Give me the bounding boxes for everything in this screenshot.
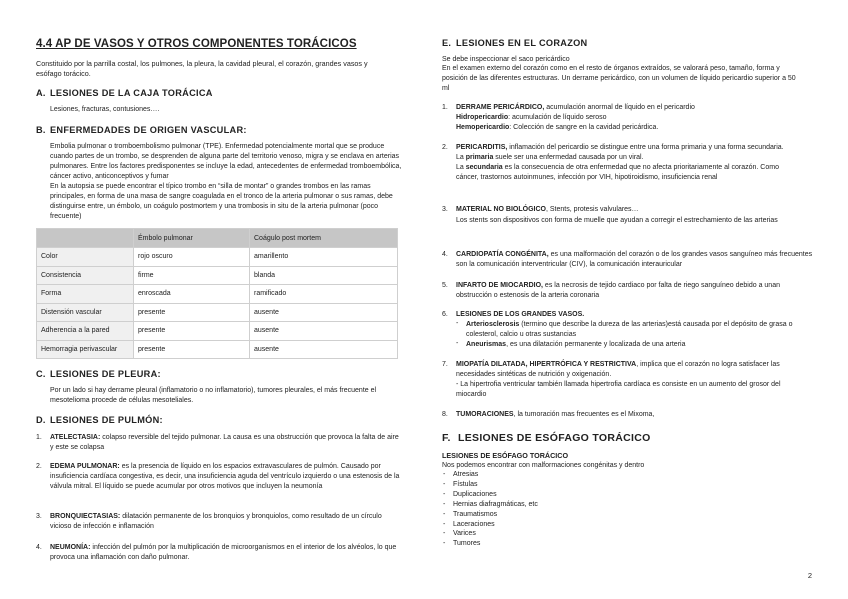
list-text: es una malformación del corazón o de los grandes vasos sanguíneo más frecuentes son la comunicación interventricular (CIV), la comunicación interauricular bbox=[456, 251, 813, 268]
list-subitem bbox=[466, 340, 806, 350]
table-cell: amarillento bbox=[250, 248, 398, 267]
list-text: Atresias bbox=[453, 471, 479, 478]
list-item: - Hernias diafragmáticas, etc bbox=[443, 500, 538, 508]
table-cell: Color bbox=[37, 248, 134, 267]
table-cell: blanda bbox=[250, 266, 398, 285]
list-term: MIOPATÍA DILATADA, HIPERTRÓFICA Y RESTRICTIVA bbox=[456, 361, 637, 368]
list-text: inflamación del pericardio se distingue entre una forma primaria y una forma secundaria. bbox=[507, 144, 784, 151]
section-e-heading bbox=[442, 38, 588, 48]
section-b-text: Embolia pulmonar o tromboembolismo pulmonar (TPE). Enfermedad potencialmente mortal que se produce cuando partes de un trombo, se desprenden de alguna parte del territorio venoso, migra y se enclava en arterias pulmonares. Entre los factores predisponentes se incluye la edad, antecedentes de enfermedad tromboembólica, cáncer activo, anticonceptivos y fumar bbox=[50, 143, 402, 180]
table-cell: ausente bbox=[250, 303, 398, 322]
section-b-text2: En la autopsia se puede encontrar el típico trombo en “silla de montar” o grandes trombos en las ramas principales, en forma de una masa de sangre coagulada en el tronco de la arteria pulmonar o sus ramas, debe distinguirse entre, un émbolo, un coágulo postmortem y una trombosis in situ de la arteria pulmonar (poco frecuente) bbox=[50, 183, 393, 220]
table-cell: Adherencia a la pared bbox=[37, 322, 134, 341]
list-term: TUMORACIONES bbox=[456, 411, 514, 418]
section-e-intro1: Se debe inspeccionar el saco pericárdico bbox=[442, 56, 570, 63]
section-d-heading bbox=[36, 415, 163, 425]
list-text: Fístulas bbox=[453, 480, 478, 488]
list-text: , Stents, protesis valvulares… bbox=[545, 206, 639, 213]
section-e-intro2: En el examen externo del corazón como en el resto de órganos extraídos, se valorará peso, tamaño, forma y posición de las diferentes estructuras. Un derrame pericárdico, con un volumen de líquido pericardio superior a 50 ml bbox=[442, 65, 796, 92]
table-header-cell bbox=[37, 229, 134, 248]
list-number: 1. bbox=[442, 104, 448, 111]
list-text: , implica que el corazón no logra satisfacer las necesidades sintéticas de nutrición y oxigenación. bbox=[456, 361, 780, 378]
list-number: 3. bbox=[442, 206, 448, 213]
list-subitem bbox=[466, 320, 806, 340]
list-subtext: - La hipertrofia ventricular también llamada hipertrofia cardíaca es consiste en un aumento del grosor del miocardio bbox=[456, 380, 781, 398]
list-number: 4. bbox=[36, 544, 42, 551]
section-letter: F. bbox=[442, 432, 451, 444]
page-title: 4.4 AP DE VASOS Y OTROS COMPONENTES TORÁCICOS bbox=[36, 38, 357, 50]
list-item: - Varices bbox=[443, 530, 476, 538]
list-item bbox=[442, 310, 811, 320]
list-term: LESIONES DE LOS GRANDES VASOS. bbox=[456, 311, 585, 318]
table-cell: presente bbox=[134, 303, 250, 322]
section-a-heading bbox=[36, 88, 213, 98]
list-item: - Laceraciones bbox=[443, 520, 495, 528]
table-cell: ramificado bbox=[250, 285, 398, 304]
list-item: - Tumores bbox=[443, 540, 481, 548]
list-text: acumulación anormal de líquido en el pericardio bbox=[544, 104, 695, 111]
table-cell: presente bbox=[134, 340, 250, 359]
list-item: - Duplicaciones bbox=[443, 490, 497, 498]
list-item: - Fístulas bbox=[443, 480, 478, 488]
list-item bbox=[442, 143, 796, 183]
section-title: LESIONES EN EL CORAZON bbox=[456, 38, 588, 48]
list-subterm: Hidropericardio bbox=[456, 113, 509, 121]
list-text: infección del pulmón por la multiplicación de microorganismos en el interior de los alvéolos, lo que provoca una inflamación con daño pulmonar. bbox=[50, 544, 397, 561]
list-term: INFARTO DE MIOCARDIO, bbox=[456, 282, 543, 289]
section-b-heading bbox=[36, 125, 247, 135]
list-text: es la presencia de líquido en los espacios extravasculares de pulmón. Causado por insuficiencia cardíaca congestiva, es decir, una insuficiencia aguda del ventrículo izquierdo o una estenosis de la válvula mitral. El líquido se puede acumular por otros motivos que incluyen la neumonía bbox=[50, 463, 400, 490]
table-row bbox=[37, 266, 398, 285]
table-cell: Distensión vascular bbox=[37, 303, 134, 322]
list-item bbox=[442, 281, 811, 301]
page-number: 2 bbox=[807, 571, 812, 580]
list-text: dilatación permanente de los bronquios y bronquiolos, como resultado de un círculo vicioso de infección e inflamación bbox=[50, 513, 382, 530]
list-item bbox=[442, 250, 818, 270]
list-number: 4. bbox=[442, 251, 448, 258]
list-number: 1. bbox=[36, 434, 42, 441]
table-row bbox=[37, 322, 398, 341]
list-term: DERRAME PERICÁRDICO, bbox=[456, 104, 545, 111]
list-number: 3. bbox=[36, 513, 42, 520]
section-a-text: Lesiones, fracturas, contusiones…. bbox=[50, 106, 160, 113]
list-subtext: La bbox=[456, 153, 466, 161]
list-text: es la necrosis de tejido cardiaco por falta de riego sanguíneo debido a unan obstrucción o estenosis de la arteria coronaria bbox=[456, 282, 780, 299]
list-term: EDEMA PULMONAR: bbox=[50, 463, 120, 470]
esophagus-list bbox=[442, 470, 642, 549]
list-text: Duplicaciones bbox=[453, 490, 497, 498]
list-item: - Traumatismos bbox=[443, 510, 498, 518]
list-subtext: suele ser una enfermedad causada por un viral. bbox=[493, 153, 644, 161]
table-row bbox=[37, 303, 398, 322]
list-term: BRONQUIECTASIAS: bbox=[50, 513, 121, 520]
section-f-subtitle bbox=[442, 451, 568, 461]
list-text: Traumatismos bbox=[453, 510, 498, 518]
list-subterm: primaria bbox=[465, 153, 494, 161]
table-row bbox=[37, 285, 398, 304]
list-term: ATELECTASIA: bbox=[50, 434, 101, 441]
intro-text: Constituido por la parrilla costal, los pulmones, la pleura, la cavidad pleural, el corazón, grandes vasos y esófago torácico. bbox=[36, 59, 368, 78]
list-item bbox=[442, 360, 811, 400]
list-number: 2. bbox=[36, 463, 42, 470]
table-cell: enroscada bbox=[134, 285, 250, 304]
list-text: , la tumoración mas frecuentes es el Mixoma, bbox=[513, 411, 655, 418]
section-letter: A. bbox=[36, 88, 46, 98]
section-f-subtitle-text: LESIONES DE ESÓFAGO TORÁCICO bbox=[442, 451, 569, 460]
list-item bbox=[36, 462, 404, 492]
section-title: ENFERMEDADES DE ORIGEN VASCULAR: bbox=[50, 125, 247, 135]
list-item bbox=[36, 512, 404, 532]
list-subterm: Arteriosclerosis bbox=[466, 321, 520, 328]
list-subtext: : Colección de sangre en la cavidad pericárdica. bbox=[509, 123, 659, 131]
list-subtext: : acumulación de líquido seroso bbox=[508, 113, 607, 121]
dash-bullet: - bbox=[456, 340, 459, 347]
list-number: 7. bbox=[442, 361, 448, 368]
list-text: Hernias diafragmáticas, etc bbox=[453, 500, 538, 508]
table-cell: firme bbox=[134, 266, 250, 285]
section-title: LESIONES DE PLEURA: bbox=[50, 369, 161, 379]
section-letter: E. bbox=[442, 38, 452, 48]
list-text: Tumores bbox=[453, 540, 481, 548]
list-number: 8. bbox=[442, 411, 448, 418]
list-item: - Atresias bbox=[443, 471, 479, 478]
section-f-heading bbox=[442, 432, 651, 444]
table-row bbox=[37, 340, 398, 359]
section-c-heading bbox=[36, 369, 161, 379]
section-letter: C. bbox=[36, 369, 46, 379]
list-term: CARDIOPATÍA CONGÉNITA, bbox=[456, 251, 549, 258]
list-number: 6. bbox=[442, 311, 448, 318]
list-subterm: Hemopericardio bbox=[456, 123, 510, 131]
list-subtext: (termino que describe la dureza de las arterias)está causada por el depósito de grasa o colesterol, calcio u otras sustancias bbox=[466, 321, 793, 338]
section-f-intro: Nos podemos encontrar con malformaciones congénitas y dentro bbox=[442, 462, 645, 469]
list-text: Varices bbox=[453, 530, 476, 538]
section-letter: D. bbox=[36, 415, 46, 425]
table-header-row bbox=[37, 229, 398, 248]
section-title: LESIONES DE LA CAJA TORÁCICA bbox=[50, 88, 213, 98]
list-item bbox=[36, 543, 404, 563]
list-item bbox=[442, 204, 818, 226]
table-header-cell: Coágulo post mortem bbox=[250, 229, 398, 248]
list-subterm: Aneurismas bbox=[466, 341, 507, 348]
dash-bullet: - bbox=[456, 320, 459, 327]
list-subtext: Los stents son dispositivos con forma de muelle que ayudan a corregir el estrechamiento de las arterias bbox=[456, 217, 778, 224]
table-cell: Hemorragia perivascular bbox=[37, 340, 134, 359]
list-item bbox=[442, 103, 816, 133]
list-subtext: La bbox=[456, 163, 466, 171]
section-title: LESIONES DE PULMÓN: bbox=[50, 415, 163, 425]
section-letter: B. bbox=[36, 125, 46, 135]
list-term: NEUMONÍA: bbox=[50, 544, 91, 551]
list-item bbox=[36, 433, 404, 453]
list-number: 2. bbox=[442, 144, 448, 151]
list-text: Laceraciones bbox=[453, 520, 495, 528]
list-subterm: secundaria bbox=[465, 163, 503, 171]
list-subtext: es la consecuencia de otra enfermedad que no afecta prioritariamente al corazón. Como cáncer, trastornos autoinmunes, infección por VIH, hipotiroidismo, insuficiencia renal bbox=[456, 163, 779, 181]
comparison-table bbox=[36, 228, 398, 359]
table-cell: rojo oscuro bbox=[134, 248, 250, 267]
list-text: colapso reversible del tejido pulmonar. La causa es una obstrucción que provoca la falta de aire y este se colapsa bbox=[50, 434, 399, 451]
table-row bbox=[37, 248, 398, 267]
list-number: 5. bbox=[442, 282, 448, 289]
section-c-text: Por un lado si hay derrame pleural (inflamatorio o no inflamatorio), tumores pleurales, el más frecuente el mesotelioma procede de células mesoteliales. bbox=[50, 387, 377, 404]
list-term: PERICARDITIS, bbox=[456, 144, 508, 151]
table-cell: presente bbox=[134, 322, 250, 341]
section-title: LESIONES DE ESÓFAGO TORÁCICO bbox=[458, 432, 651, 444]
table-cell: ausente bbox=[250, 322, 398, 341]
table-cell: Consistencia bbox=[37, 266, 134, 285]
list-term: MATERIAL NO BIOLÓGICO bbox=[456, 206, 546, 213]
table-cell: ausente bbox=[250, 340, 398, 359]
table-cell: Forma bbox=[37, 285, 134, 304]
table-header-cell: Émbolo pulmonar bbox=[134, 229, 250, 248]
list-item bbox=[442, 410, 811, 420]
list-subtext: , es una dilatación permanente y localizada de una arteria bbox=[506, 341, 686, 348]
